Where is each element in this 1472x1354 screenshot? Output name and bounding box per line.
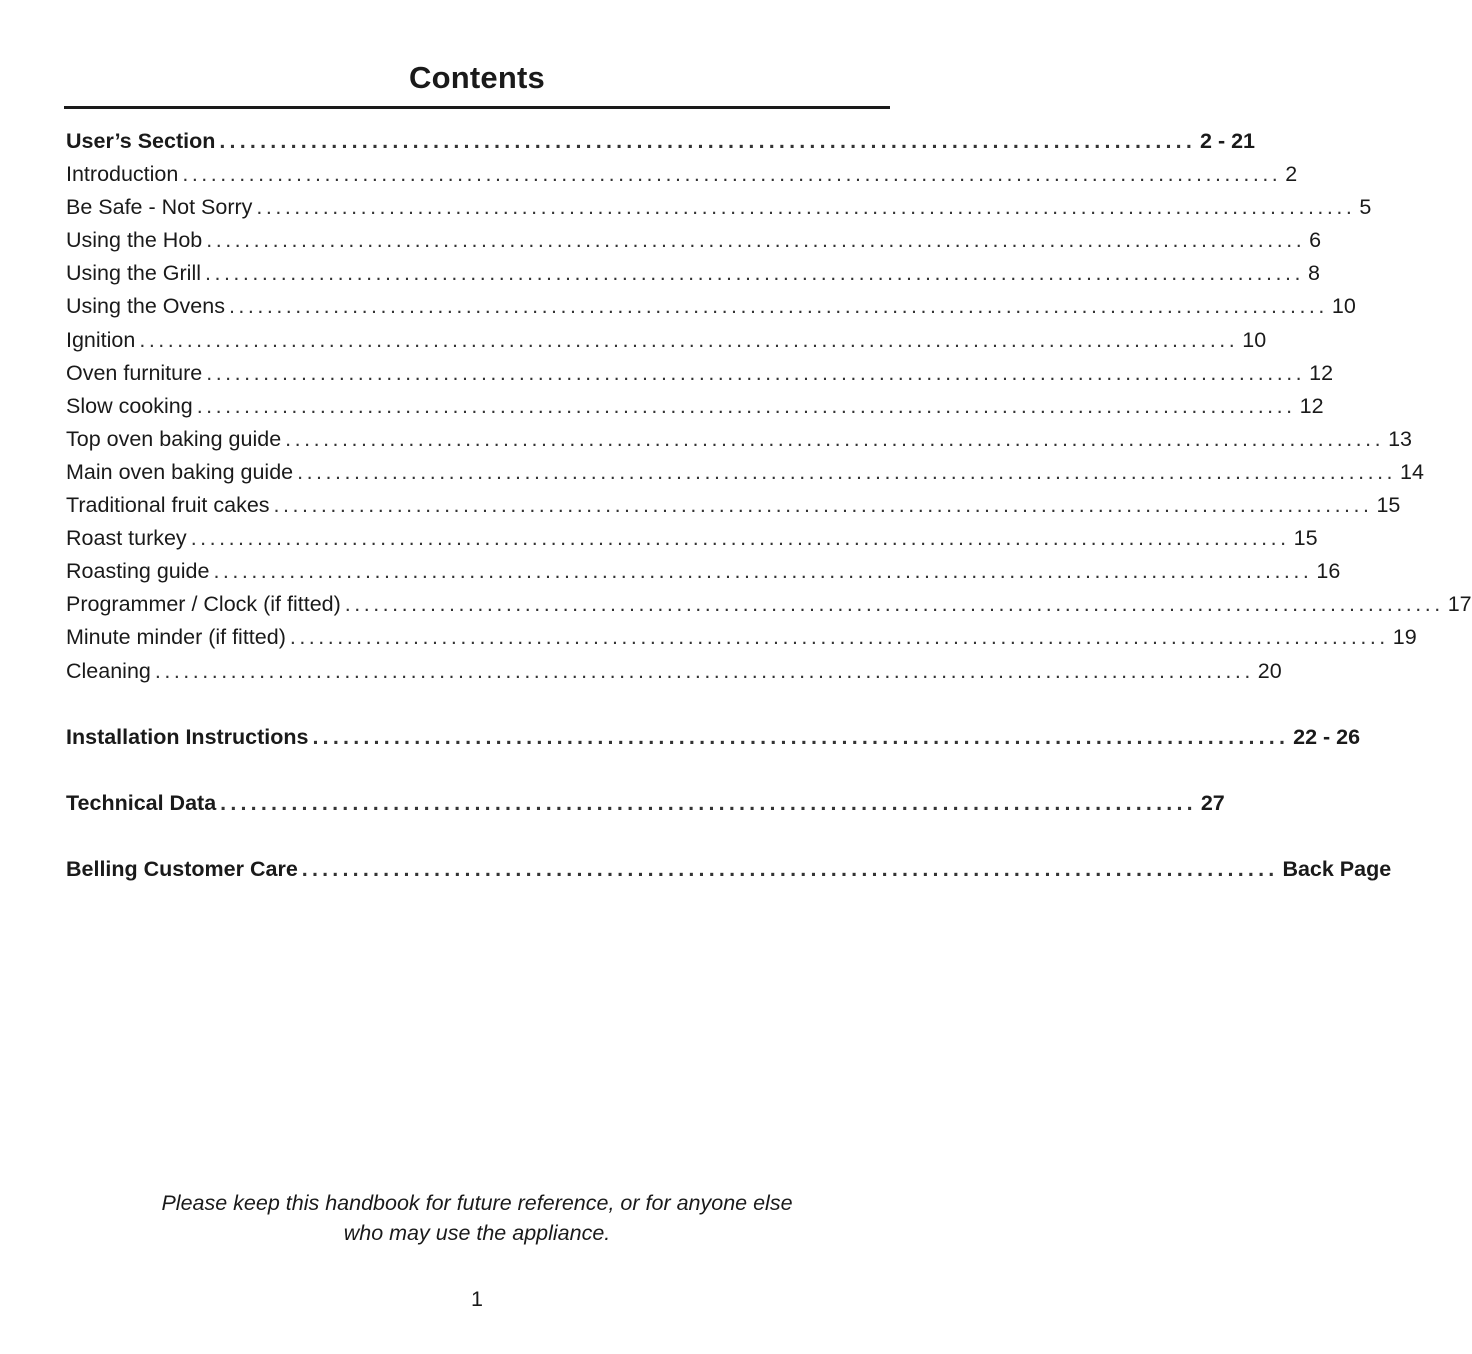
toc-entry-page: 12 xyxy=(1309,360,1334,385)
toc-entry[interactable] xyxy=(66,224,1322,257)
toc-entry[interactable] xyxy=(66,555,1341,588)
toc-section-technical[interactable] xyxy=(66,787,1225,820)
handbook-note xyxy=(0,1188,954,1248)
dot-leader: .................................................................................................................... xyxy=(182,162,1282,187)
toc-entry-label: Using the Hob xyxy=(66,228,203,253)
toc-entry-page: 8 xyxy=(1307,261,1320,286)
dot-leader: .................................................................................................................... xyxy=(289,625,1389,650)
toc-entry-label: Slow cooking xyxy=(66,393,193,418)
toc-entry-label: Ignition xyxy=(66,327,136,352)
dot-leader: .................................................................................................................... xyxy=(297,459,1397,484)
dot-leader: .................................................................................................................... xyxy=(213,559,1313,584)
toc-entry-label: Using the Ovens xyxy=(66,294,225,319)
table-of-contents xyxy=(66,125,1472,886)
toc-entry-label: Roasting guide xyxy=(66,559,210,584)
section-spacer xyxy=(66,820,894,853)
toc-entry-label: Using the Grill xyxy=(66,261,202,286)
toc-entry[interactable] xyxy=(66,257,1320,290)
toc-entry[interactable] xyxy=(66,456,1424,489)
toc-entry-page: 2 xyxy=(1285,162,1298,187)
toc-entry-page: 20 xyxy=(1257,658,1282,683)
dot-leader: .................................................................................................................... xyxy=(273,493,1373,518)
section-spacer xyxy=(66,688,894,721)
toc-entry-label: Introduction xyxy=(66,162,179,187)
toc-section-page: 27 xyxy=(1200,790,1225,815)
toc-entry-page: 15 xyxy=(1376,493,1401,518)
toc-entry-page: 13 xyxy=(1388,426,1413,451)
toc-section-page: 2 - 21 xyxy=(1200,129,1256,153)
toc-entry-label: Be Safe - Not Sorry xyxy=(66,195,253,220)
toc-section-label: Belling Customer Care xyxy=(66,856,298,881)
toc-entry-label: Programmer / Clock (if fitted) xyxy=(66,592,341,617)
toc-entry[interactable] xyxy=(66,158,1298,191)
toc-section-page: Back Page xyxy=(1282,856,1392,881)
toc-entry-page: 6 xyxy=(1309,228,1322,253)
toc-entry[interactable] xyxy=(66,191,1372,224)
handbook-note-line: Please keep this handbook for future reference, or for anyone else xyxy=(161,1191,793,1215)
toc-section-users[interactable] xyxy=(66,125,1256,158)
toc-entry[interactable] xyxy=(66,621,1417,654)
toc-section-label: Installation Instructions xyxy=(66,724,309,749)
toc-entry-label: Top oven baking guide xyxy=(66,426,282,451)
toc-entry[interactable] xyxy=(66,655,1282,688)
toc-entry[interactable] xyxy=(66,390,1324,423)
toc-entry-label: Roast turkey xyxy=(66,526,187,551)
title-divider xyxy=(64,106,890,109)
page-number: 1 xyxy=(471,1287,483,1311)
toc-entry-page: 5 xyxy=(1359,195,1372,220)
toc-entry-label: Traditional fruit cakes xyxy=(66,493,270,518)
toc-entry[interactable] xyxy=(66,588,1472,621)
toc-entry-page: 10 xyxy=(1331,294,1356,319)
dot-leader: ................................................................................................ xyxy=(301,856,1279,881)
dot-leader: .................................................................................................................... xyxy=(205,261,1304,286)
toc-section-page: 22 - 26 xyxy=(1293,724,1361,749)
dot-leader: ................................................................................................ xyxy=(219,129,1197,153)
toc-entry-page: 10 xyxy=(1242,327,1267,352)
dot-leader: .................................................................................................................... xyxy=(154,658,1254,683)
toc-section-label: User’s Section xyxy=(66,129,216,153)
toc-section-label: Technical Data xyxy=(66,790,217,815)
toc-entry[interactable] xyxy=(66,423,1413,456)
dot-leader: .................................................................................................................... xyxy=(206,228,1306,253)
handbook-note-line: who may use the appliance. xyxy=(343,1221,611,1245)
toc-entry-label: Oven furniture xyxy=(66,360,203,385)
toc-entry-page: 15 xyxy=(1293,526,1318,551)
toc-entry[interactable] xyxy=(66,489,1401,522)
toc-entry-page: 14 xyxy=(1400,459,1424,484)
dot-leader: .................................................................................................................... xyxy=(196,393,1296,418)
dot-leader: ................................................................................................ xyxy=(220,790,1197,815)
toc-entry[interactable] xyxy=(66,522,1318,555)
dot-leader: ................................................................................................ xyxy=(312,724,1290,749)
toc-entry-label: Main oven baking guide xyxy=(66,459,294,484)
dot-leader: .................................................................................................................... xyxy=(206,360,1306,385)
toc-entry-page: 12 xyxy=(1299,393,1324,418)
page-title: Contents xyxy=(409,60,545,95)
dot-leader: .................................................................................................................... xyxy=(228,294,1328,319)
toc-entry[interactable] xyxy=(66,324,1267,357)
dot-leader: .................................................................................................................... xyxy=(256,195,1356,220)
toc-section-installation[interactable] xyxy=(66,721,1361,754)
toc-entry[interactable] xyxy=(66,290,1356,323)
dot-leader: .................................................................................................................... xyxy=(190,526,1290,551)
dot-leader: .................................................................................................................... xyxy=(285,426,1385,451)
toc-section-customer-care[interactable] xyxy=(66,853,1392,886)
section-spacer xyxy=(66,754,894,787)
dot-leader: .................................................................................................................... xyxy=(139,327,1239,352)
toc-entry-page: 17 xyxy=(1447,592,1472,617)
toc-entry-label: Minute minder (if fitted) xyxy=(66,625,286,650)
toc-entry-page: 19 xyxy=(1392,625,1417,650)
toc-entry-label: Cleaning xyxy=(66,658,151,683)
toc-entry[interactable] xyxy=(66,357,1334,390)
toc-entry-page: 16 xyxy=(1316,559,1341,584)
dot-leader: .................................................................................................................... xyxy=(344,592,1444,617)
